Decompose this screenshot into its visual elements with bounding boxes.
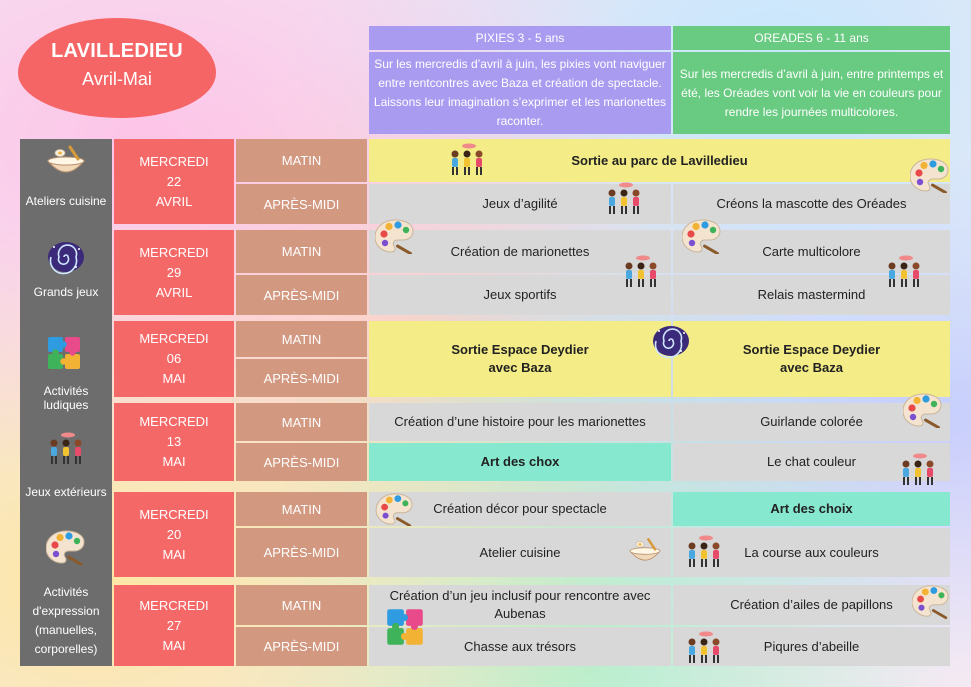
day-number: 06 [166,351,182,366]
activity-oreades-morning: Art des choix [673,492,950,526]
activity-line: Sortie Espace Deydier [742,342,881,357]
paint-palette-icon [912,583,950,619]
activity-pixies-afternoon: Atelier cuisine [369,528,671,577]
day-number: 29 [166,264,182,280]
legend-item-exterieurs: Jeux extérieurs [25,485,107,499]
children-playing-icon [604,180,644,218]
legend-item-ludiques: Activités ludiques [43,384,89,412]
day-number: 27 [166,617,182,633]
month: AVRIL [155,193,193,209]
date-cell [114,492,234,577]
slot-afternoon: APRÈS-MIDI [236,627,367,666]
activity-pixies-fullday [369,321,671,397]
activity-oreades-morning: Création d’ailes de papillons [673,585,950,625]
activity-pixies-afternoon: Jeux sportifs [369,275,671,315]
slot-morning: MATIN [236,321,367,357]
slot-morning: MATIN [236,585,367,625]
date-cell [114,403,234,481]
oreades-group-description: Sur les mercredis d’avril à juin, entre printemps et été, les Oréades vont voir la vie en couleurs pour rendre les journées multicolores. [673,52,950,134]
slot-morning: MATIN [236,403,367,441]
day-number: 13 [166,434,182,449]
paint-palette-icon [46,529,86,565]
weekday: MERCREDI [139,414,209,429]
activity-pixies-morning: Création d’un jeu inclusif pour rencontre avec Aubenas [369,585,671,625]
activity-pixies-morning: Création décor pour spectacle [369,492,671,526]
slot-afternoon: APRÈS-MIDI [236,443,367,481]
activity-oreades-afternoon: Relais mastermind [673,275,950,315]
children-playing-icon [447,141,487,179]
month: MAI [162,371,186,386]
activity-oreades-afternoon: Piqures d’abeille [673,627,950,666]
pixies-group-title: PIXIES 3 - 5 ans [369,26,671,50]
month: MAI [162,637,186,653]
puzzle-icon [384,607,426,647]
pixies-group-description: Sur les mercredis d’avril à juin, les pixies vont naviguer entre rentcontres avec Baza et création de spectacle. Laissons leur imagination s’exprimer et les marionettes raconter. [369,52,671,134]
month: MAI [162,546,186,562]
activity-pixies-morning: Création de marionettes [369,230,671,273]
month: AVRIL [155,284,193,300]
weekday: MERCREDI [139,331,209,346]
children-playing-icon [46,431,86,467]
paint-palette-icon [910,157,950,193]
activity-oreades-fullday [673,321,950,397]
slot-afternoon: APRÈS-MIDI [236,359,367,397]
paint-palette-icon [375,492,415,526]
month: MAI [162,454,186,469]
activity-line: avec Baza [488,360,552,375]
children-playing-icon [898,452,938,488]
children-playing-icon [684,630,724,666]
slot-afternoon: APRÈS-MIDI [236,184,367,224]
slot-morning: MATIN [236,139,367,182]
activity-pixies-morning: Création d’une histoire pour les marionettes [369,403,671,441]
paint-palette-icon [375,218,415,254]
page-subtitle: Avril-Mai [82,69,152,89]
activity-pixies-afternoon: Jeux d’agilité [369,184,671,224]
legend-item-grands-jeux: Grands jeux [33,285,99,299]
children-playing-icon [621,254,661,290]
legend-item-cuisine: Ateliers cuisine [25,194,107,208]
weekday: MERCREDI [139,244,209,260]
galaxy-swirl-icon [651,323,691,359]
activity-oreades-afternoon: Le chat couleur [673,443,950,481]
date-cell [114,230,234,315]
activity-oreades-afternoon: Créons la mascotte des Oréades [673,184,950,224]
galaxy-swirl-icon [46,239,86,275]
date-cell [114,585,234,666]
puzzle-icon [46,335,86,371]
activity-legend [20,139,112,666]
children-playing-icon [684,534,724,570]
weekday: MERCREDI [139,153,209,169]
paint-palette-icon [903,392,943,428]
activity-pixies-afternoon: Chasse aux trésors [369,627,671,666]
activity-oreades-morning: Guirlande colorée [673,403,950,441]
activity-shared-morning: Sortie au parc de Lavilledieu [369,139,950,182]
day-number: 20 [166,526,182,542]
paint-palette-icon [682,218,722,254]
page-title: LAVILLEDIEU [51,40,183,62]
title-badge [18,18,216,118]
date-cell [114,139,234,224]
day-number: 22 [166,173,182,189]
activity-oreades-afternoon: La course aux couleurs [673,528,950,577]
weekday: MERCREDI [139,597,209,613]
activity-pixies-afternoon: Art des chox [369,443,671,481]
slot-morning: MATIN [236,492,367,526]
activity-line: avec Baza [780,360,843,375]
activity-line: Sortie Espace Deydier [451,342,589,357]
children-playing-icon [884,254,924,290]
slot-afternoon: APRÈS-MIDI [236,275,367,315]
date-cell [114,321,234,397]
slot-morning: MATIN [236,230,367,273]
oreades-group-title: OREADES 6 - 11 ans [673,26,950,50]
weekday: MERCREDI [139,506,209,522]
legend-item-expression: Activités d'expression (manuelles, corporelles) [32,585,100,656]
cooking-bowl-icon [628,536,662,566]
cooking-bowl-icon [46,143,86,179]
slot-afternoon: APRÈS-MIDI [236,528,367,577]
activity-oreades-morning: Carte multicolore [673,230,950,273]
